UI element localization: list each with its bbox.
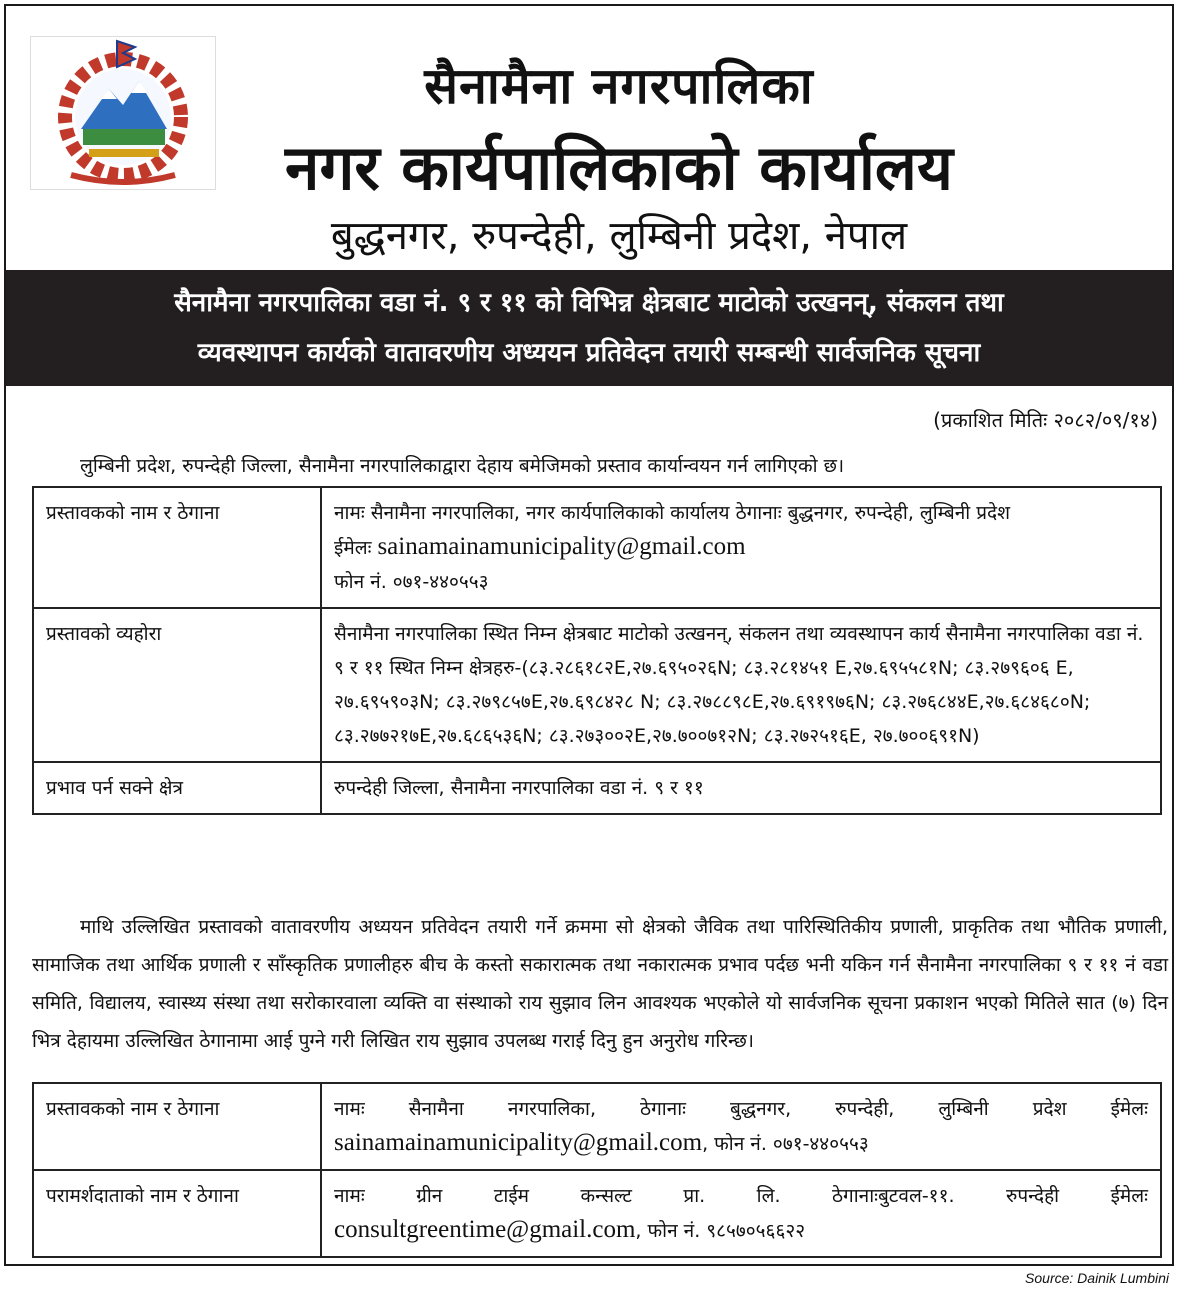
proposer-phone: फोन नं. ०७१-४४०५५३ — [334, 571, 489, 593]
proposer-details — [321, 487, 1161, 608]
proposal-description-label: प्रस्तावको व्यहोरा — [33, 608, 321, 762]
affected-area: रुपन्देही जिल्ला, सैनामैना नगरपालिका वडा नं. ९ र ११ — [321, 762, 1161, 814]
table-row — [33, 608, 1161, 762]
table-row — [33, 1170, 1161, 1257]
table-row — [33, 762, 1161, 814]
notice-header — [6, 6, 1172, 274]
proposer-contact-email-line — [334, 1126, 1148, 1161]
proposer-email-line — [334, 530, 1148, 565]
intro-text: लुम्बिनी प्रदेश, रुपन्देही जिल्ला, सैनामैना नगरपालिकाद्वारा देहाय बमेजिमको प्रस्ताव कार्यान्वयन गर्न लागिएको छ। — [80, 455, 845, 477]
proposer-address: नामः सैनामैना नगरपालिका, नगर कार्यपालिकाको कार्यालय ठेगानाः बुद्धनगर, रुपन्देही, लुम्बिनी प्रदेश — [334, 502, 1011, 524]
proposal-description: सैनामैना नगरपालिका स्थित निम्न क्षेत्रबाट माटोको उत्खनन्, संकलन तथा व्यवस्थापन कार्य सैनामैना नगरपालिका वडा नं. ९ र ११ स्थित निम्न क्षेत्रहरु-(८३.२८६१८२E,२७.६९५०२६N; ८३.२८१४५१ E,२७.६९५५८१N; ८३.२७९६०६ E, २७.६९५९०३N; ८३.२७९८५७E,२७.६९८४२८ N; ८३.२७८८९८E,२७.६९१९७६N; ८३.२७६८४४E,२७.६८४६८०N; ८३.२७७२१७E,२७.६८६५३६N; ८३.२७३००२E,२७.७००७१२N; ८३.२७२५१६E, २७.७००६९१N) — [321, 608, 1161, 762]
office-address: बुद्धनगर, रुपन्देही, लुम्बिनी प्रदेश, नेपाल — [330, 213, 908, 259]
proposer-contact — [321, 1083, 1161, 1170]
consultant-email: consultgreentime@gmail.com — [334, 1216, 636, 1243]
consultant-address: नामः ग्रीन टाईम कन्सल्ट प्रा. लि. ठेगानाःबुटवल-११. रुपन्देही ईमेलः — [334, 1185, 1148, 1207]
municipality-name: सैनामैना नगरपालिका — [424, 57, 814, 115]
consultant-contact — [321, 1170, 1161, 1257]
proposer-contact-email: sainamainamunicipality@gmail.com — [334, 1129, 703, 1156]
office-name: नगर कार्यपालिकाको कार्यालय — [285, 131, 953, 204]
notice-frame — [4, 4, 1174, 1266]
proposer-contact-label: प्रस्तावकको नाम र ठेगाना — [33, 1083, 321, 1170]
request-paragraph: माथि उल्लिखित प्रस्तावको वातावरणीय अध्ययन प्रतिवेदन तयारी गर्ने क्रममा सो क्षेत्रको जैविक तथा पारिस्थितिकीय प्रणाली, प्राकृतिक तथा भौतिक प्रणाली, सामाजिक तथा आर्थिक प्रणाली र साँस्कृतिक प्रणालीहरु बीच के कस्तो सकारात्मक तथा नकारात्मक प्रभाव पर्दछ भनी यकिन गर्न सैनामैना नगरपालिका ९ र ११ नं वडा समिति, विद्यालय, स्वास्थ्य संस्था तथा सरोकारवाला व्यक्ति वा संस्थाको राय सुझाव लिन आवश्यक भएकोले यो सार्वजनिक सूचना प्रकाशन भएको मितिले सात (७) दिन भित्र देहायमा उल्लिखित ठेगानामा आई पुग्ने गरी लिखित राय सुझाव उपलब्ध गराई दिनु हुन अनुरोध गरिन्छ। — [32, 916, 1168, 1052]
consultant-label: परामर्शदाताको नाम र ठेगाना — [33, 1170, 321, 1257]
email-label: ईमेलः — [334, 537, 378, 559]
proposal-table — [32, 486, 1162, 815]
proposer-email: sainamainamunicipality@gmail.com — [377, 533, 746, 560]
published-date: (प्रकाशित मितिः २०८२/०९/१४) — [933, 408, 1158, 432]
proposer-contact-phone: , फोन नं. ०७१-४४०५५३ — [702, 1133, 869, 1155]
table-row — [33, 487, 1161, 608]
proposer-contact-address: नामः सैनामैना नगरपालिका, ठेगानाः बुद्धनगर, रुपन्देही, लुम्बिनी प्रदेश ईमेलः — [334, 1098, 1148, 1120]
consultant-email-line — [334, 1213, 1148, 1248]
notice-title-banner — [6, 270, 1172, 386]
affected-area-label: प्रभाव पर्न सक्ने क्षेत्र — [33, 762, 321, 814]
proposer-label: प्रस्तावकको नाम र ठेगाना — [33, 487, 321, 608]
consultant-phone: , फोन नं. ९८५७०५६६२२ — [635, 1220, 806, 1242]
banner-line-1: सैनामैना नगरपालिका वडा नं. ९ र ११ को विभिन्न क्षेत्रबाट माटोको उत्खनन्, संकलन तथा — [174, 288, 1004, 318]
source-credit: Source: Dainik Lumbini — [1025, 1270, 1169, 1286]
table-row — [33, 1083, 1161, 1170]
contact-table — [32, 1082, 1162, 1258]
banner-line-2: व्यवस्थापन कार्यको वातावरणीय अध्ययन प्रतिवेदन तयारी सम्बन्धी सार्वजनिक सूचना — [197, 338, 981, 368]
